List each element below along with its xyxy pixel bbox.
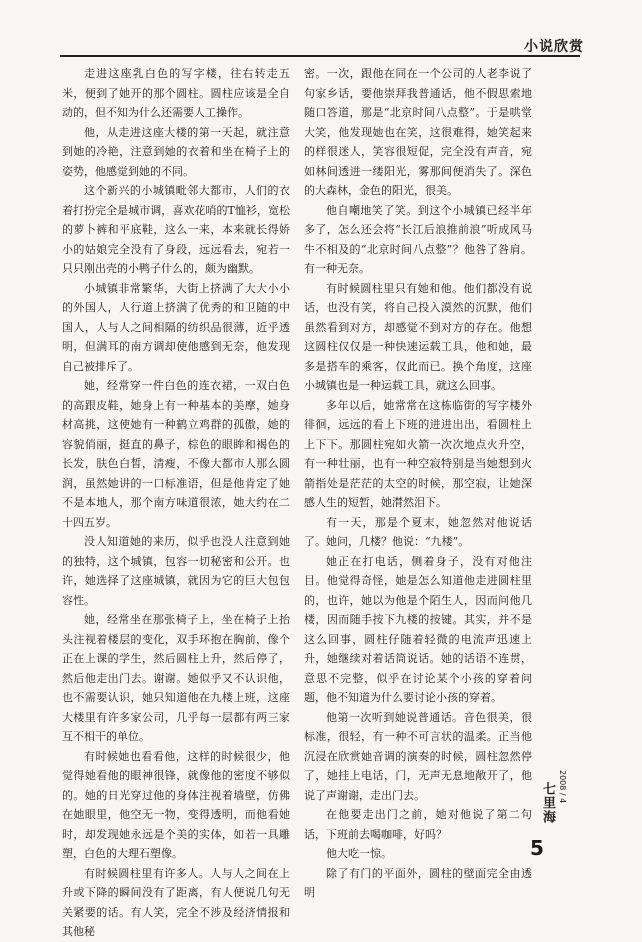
text-column-right	[304, 64, 532, 899]
page-number: 5	[530, 836, 544, 860]
paragraph: 她，经常坐在那张椅子上，坐在椅子上抬头注视着楼层的变化，双手环抱在胸前，像个正在上课的学生，然后圆柱上升，然后停了，然后他走出门去。谢谢。她似乎又不认识他，也不需要认识，她只知道他在九楼上班，这座大楼里有许多家公司，几乎每一层都有两三家互不相干的单位。	[62, 613, 290, 743]
paragraph: 他大吃一惊。	[326, 847, 392, 860]
paragraph: 走进这座乳白色的写字楼，往右转走五米，便到了她开的那个圆柱。圆柱应该是全自动的，但不知为什么还需要人工操作。	[62, 67, 290, 119]
paragraph: 有一天，那是个夏末，她忽然对他说话了。她问，几楼？他说：“九楼”。	[304, 515, 532, 548]
paragraph: 小城镇非常繁华，大街上挤满了大大小小的外国人，人行道上挤满了优秀的和卫随的中国人，人与人之间相隔的纺织品很薄，近乎透明，但满耳的南方调却使他感到无奈，他发现自己被排斥了。	[62, 281, 290, 373]
paragraph: 有时候圆柱里只有她和他。他们都没有说话，也没有笑，将自己投入漠然的沉默，他们虽然看到对方，却感觉不到对方的存在。他想这圆柱仅仅是一种快速运载工具，他和她，最多是搭车的乘客，仅此而已。换个角度，这座小城镇也是一种运载工具，就这么回事。	[304, 281, 532, 392]
paragraph: 她，经常穿一件白色的连衣裙，一双白色的高跟皮鞋，她身上有一种基本的美摩，她身材高挑，这使她有一种鹤立鸡群的孤傲，她的容貌俏丽，挺直的鼻子，棕色的眼眸和褐色的长发，肤色白皙，清瘦，不像大都市人那么圆润，虽然她讲的一口标准语，但是他肯定了她不是本地人，那个南方味道很浓，她大约在二十四五岁。	[62, 379, 290, 529]
paragraph: 在他要走出门之前，她对他说了第二句话，下班前去喝咖啡，好吗？	[304, 808, 532, 841]
paragraph: 密。一次，跟他在同在一个公司的人老李说了句家乡话，要他崇拜我普通话，他不假思索地随口答道，那是“北京时间八点整”。于是哄堂大笑，他发现她也在笑，这很难得，她笑起来的样很迷人，笑容很短促，完全没有声音，宛如林间透进一缕阳光，雾那间便消失了。深色的大森林，金色的阳光，很美。	[304, 67, 532, 197]
magazine-mark: 七里海	[540, 782, 555, 824]
paragraph: 他自嘲地笑了笑。到这个小城镇已经半年多了，怎么还会将“长江后浪推前浪”听成风马牛不相及的“北京时间八点整”？他咎了咎肩。有一种无奈。	[304, 203, 532, 275]
paragraph: 有时候她也看看他，这样的时候很少，他觉得她看他的眼神很锋，就像他的密度不够似的。她的日光穿过他的身体注视着墙壁，仿佛在她眼里，他空无一物，变得透明，而他看她时，却发现她永远是个美的实体，如若一具雕塑，白色的大理石塑像。	[62, 749, 290, 860]
paragraph: 他第一次听到她说普通话。音色很美，很标准，很轻，有一种不可言状的温柔。正当他沉浸在欣赏她音调的演奏的时候，圆柱忽然停了，她挂上电话，门，无声无息地敞开了，他说了声谢谢，走出门去。	[304, 710, 532, 802]
text-column-left	[62, 64, 290, 938]
paragraph: 多年以后，她常常在这栋临街的写字楼外徘徊，远远的看上下班的进进出出，看圆柱上上下下。那圆柱宛如火箭一次次地点火升空，有一种壮丽，也有一种空寂特别是当她想到火箭指处是茫茫的太空的时候，那空寂，让她深感人生的短暂，她潸然泪下。	[304, 398, 532, 509]
paragraph: 有时候圆柱里有许多人。人与人之间在上升或下降的瞬间没有了距离，有人便说几句无关紧要的话。有人笑，完全不涉及经济情报和其他秘	[62, 866, 290, 938]
paragraph: 除了有门的平面外，圆柱的壁面完全由透明	[304, 866, 532, 899]
paragraph: 没人知道她的来历，似乎也没人注意到她的独特，这个城镇，包容一切秘密和公开。也许，她选择了这座城镇，就因为它的巨大包包容性。	[62, 535, 290, 607]
header-rule	[60, 55, 580, 57]
paragraph: 他，从走进这座大楼的第一天起，就注意到她的冷艳，注意到她的衣着和坐在椅子上的姿势，他感觉到她的不同。	[62, 125, 290, 178]
section-title: 小说欣赏	[524, 39, 584, 55]
issue-number: 2008 / 4	[558, 770, 567, 804]
paragraph: 她正在打电话，侧着身子，没有对他注目。他觉得奇怪，她是怎么知道他走进圆柱里的，也许，她以为他是个陌生人，因而问他几楼，因而随手按下九楼的按键。其实，并不是这么回事，圆柱仔随着轻微的电流声迅速上升，她继续对着话筒说话。她的话语不连贯，意思不完整，似乎在讨论某个小孩的穿着问题，他不知道为什么要讨论小孩的穿着。	[304, 554, 532, 704]
paragraph: 这个新兴的小城镇毗邻大都市，人们的衣着打扮完全是城市调，喜欢花哨的T恤衫，宽松的萝卜裤和平底鞋，这么一来，本来就长得娇小的姑娘完全没有了身段，远远看去，宛若一只只刚出壳的小鸭子什么的，颇为幽默。	[62, 184, 290, 275]
